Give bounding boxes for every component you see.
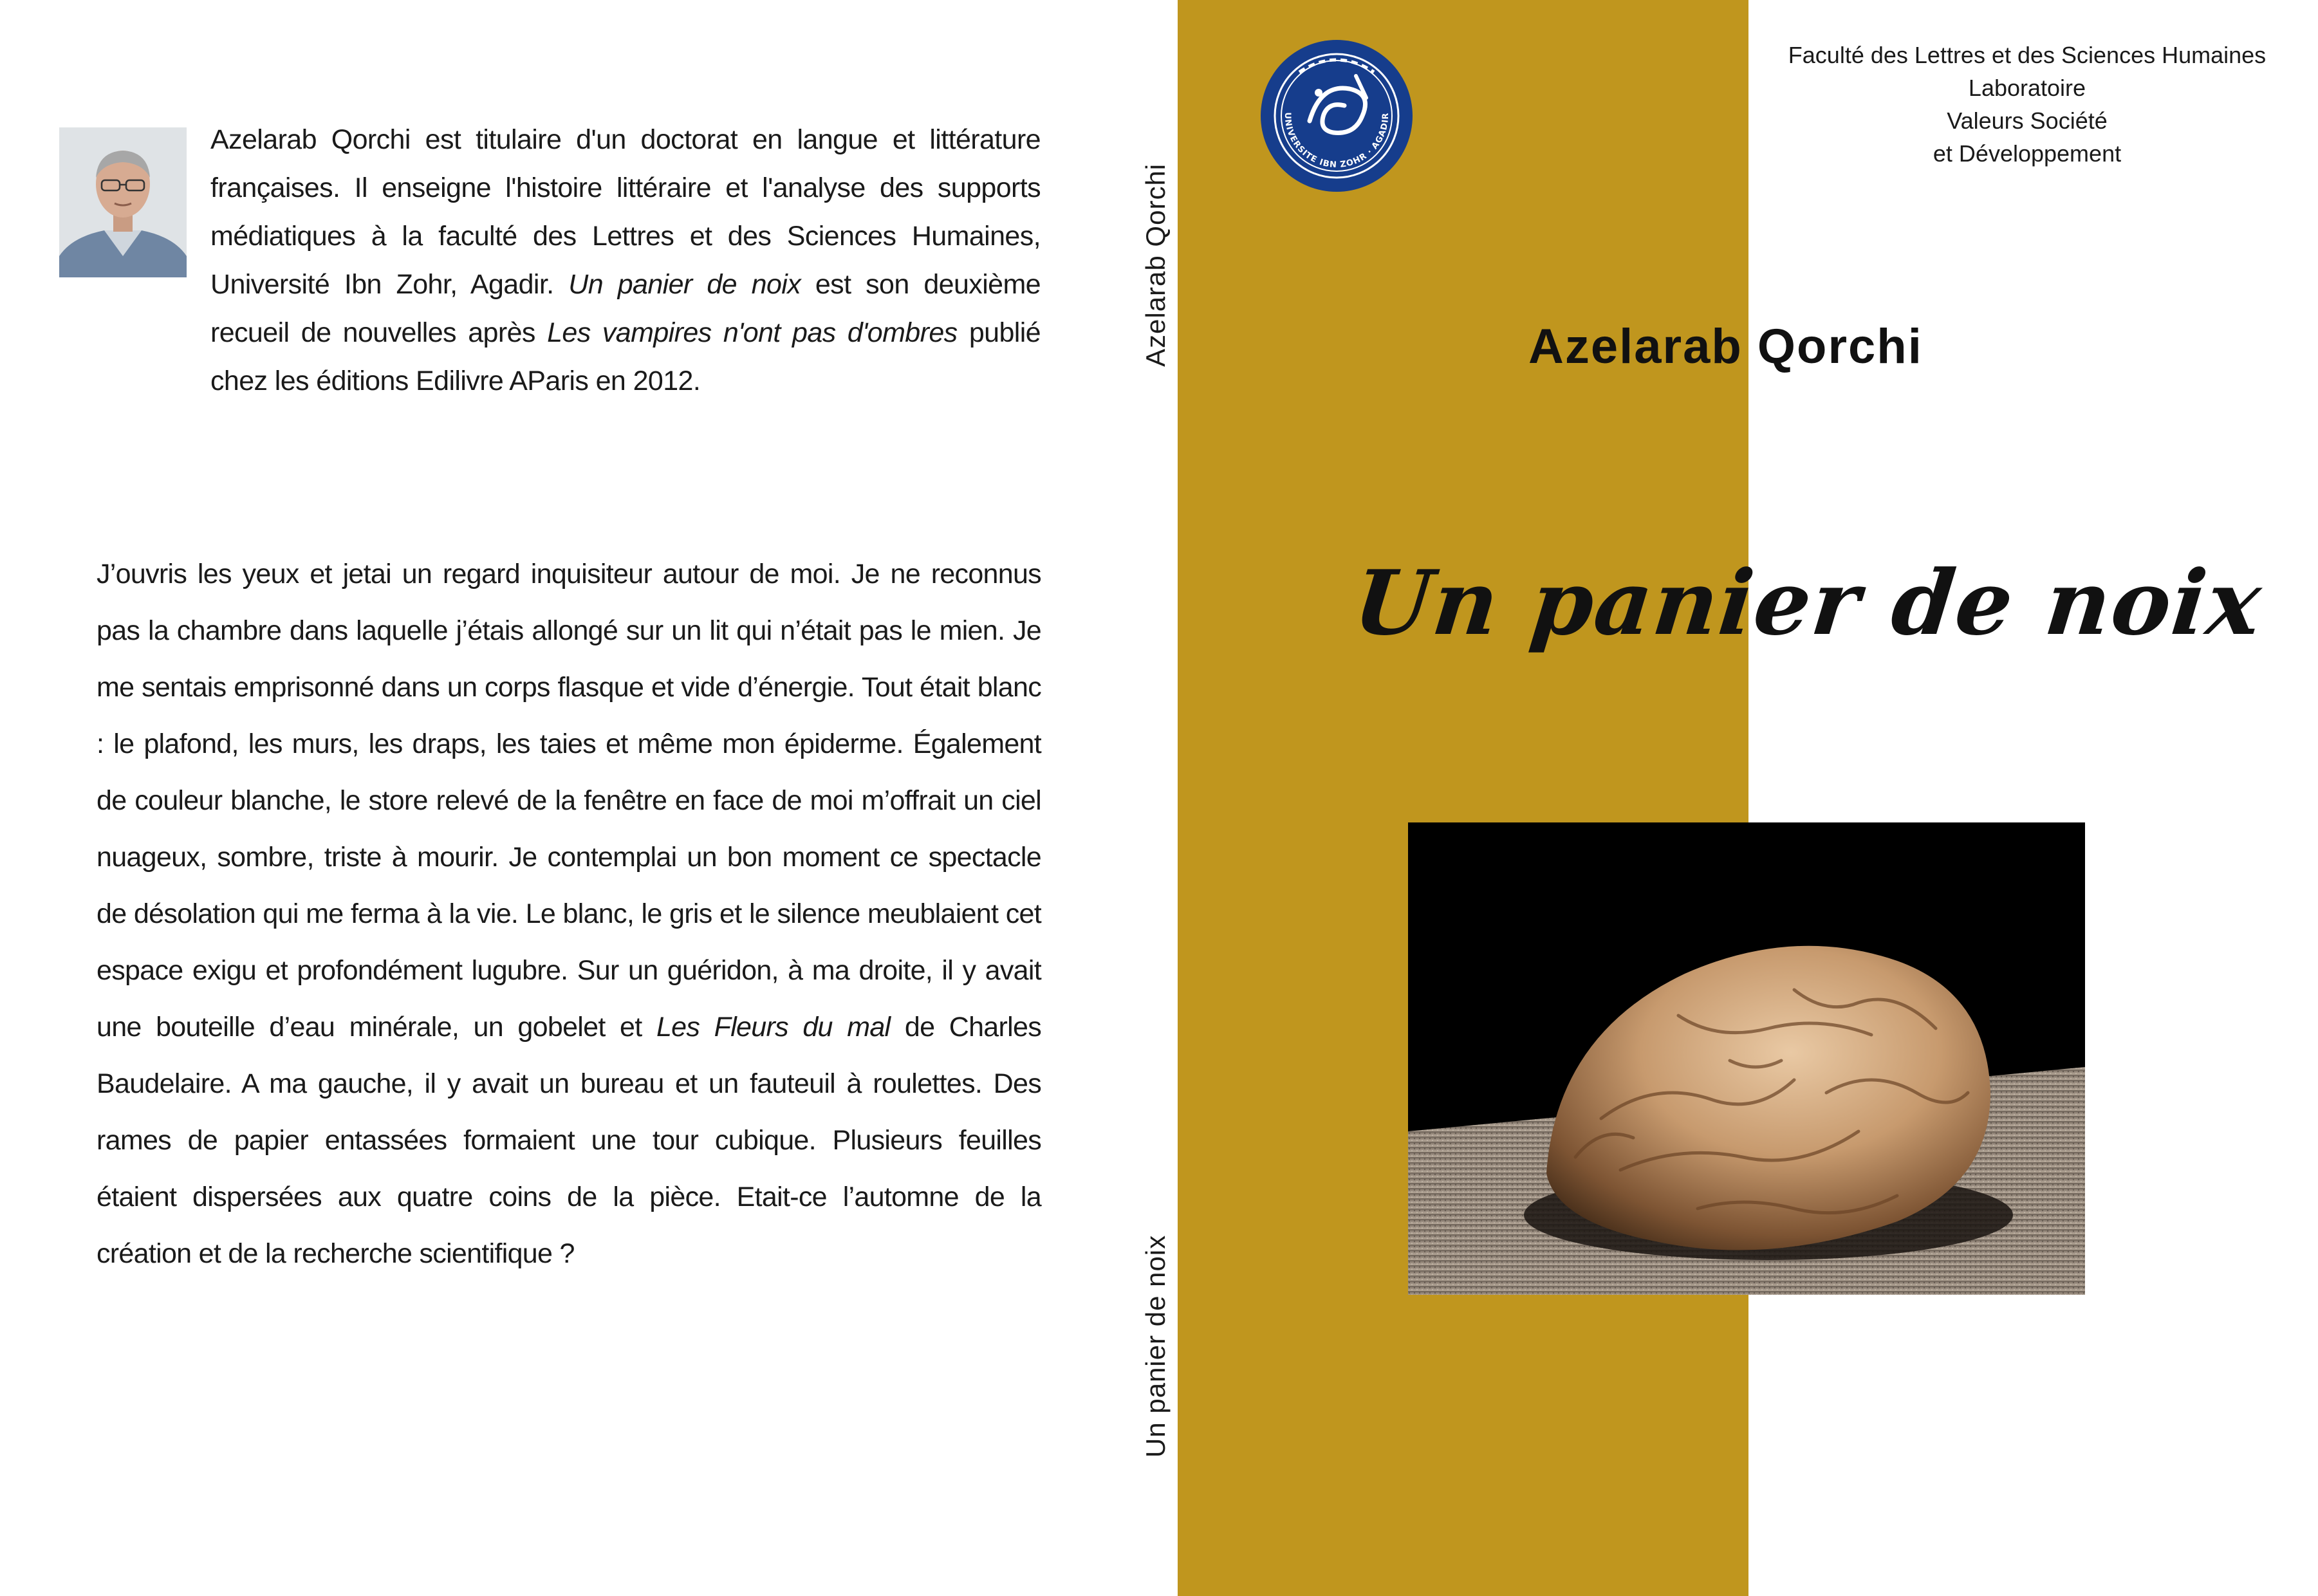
institution-lab-name-2: et Développement	[1933, 140, 2122, 167]
cover-title: Un panier de noix	[1349, 550, 2267, 655]
bio-book-title: Un panier de noix	[568, 269, 801, 300]
institution-block	[1776, 39, 2278, 170]
spine-band	[1178, 0, 1748, 1596]
walnut-image	[1408, 822, 2085, 1295]
cover-author: Azelarab Qorchi	[1528, 319, 1923, 374]
bio-previous-book-title: Les vampires n'ont pas d'ombres	[547, 317, 958, 348]
institution-faculty: Faculté des Lettres et des Sciences Humaines	[1788, 42, 2267, 68]
excerpt-book-reference: Les Fleurs du mal	[656, 1012, 891, 1043]
institution-lab-name: Valeurs Société	[1947, 107, 2108, 134]
logo-ring-text: UNIVERSITE IBN ZOHR · AGADIR	[1282, 112, 1391, 171]
back-cover-excerpt: J’ouvris les yeux et jetai un regard inquisiteur autour de moi. Je ne reconnus pas la chambre dans laquelle j’étais allongé sur un lit qui n’était pas le mien. Je me sentais emprisonné dans un corps flasque et vide d’énergie. Tout était blanc : le plafond, les murs, les draps, les taies et même mon épiderme. Également de couleur blanche, le store relevé de la fenêtre en face de moi m’offrait un ciel nuageux, sombre, triste à mourir. Je contemplai un bon moment ce spectacle de désolation qui me ferma à la vie. Le blanc, le gris et le silence meublaient cet espace exigu et profondément lugubre. Sur un guéridon, à ma droite, il y avait une bouteille d’eau minérale, un gobelet et Les Fleurs du mal de Charles Baudelaire. A ma gauche, il y avait un bureau et un fauteuil à roulettes. Des rames de papier entassées formaient une tour cubique. Plusieurs feuilles étaient dispersées aux quatre coins de la pièce. Etait-ce l’automne de la création et de la recherche scientifique ?	[97, 559, 1041, 1269]
author-bio: Azelarab Qorchi est titulaire d'un doctorat en langue et littérature françaises. Il enseigne l'histoire littéraire et l'analyse des supports médiatiques à la faculté des Lettres et des Sciences Humaines, Université Ibn Zohr, Agadir. Un panier de noix est son deuxième recueil de nouvelles après Les vampires n'ont pas d'ombres publié chez les éditions Edilivre AParis en 2012.	[210, 124, 1041, 396]
university-logo	[1259, 39, 1414, 193]
author-photo	[59, 127, 187, 277]
institution-lab: Laboratoire	[1968, 75, 2086, 101]
